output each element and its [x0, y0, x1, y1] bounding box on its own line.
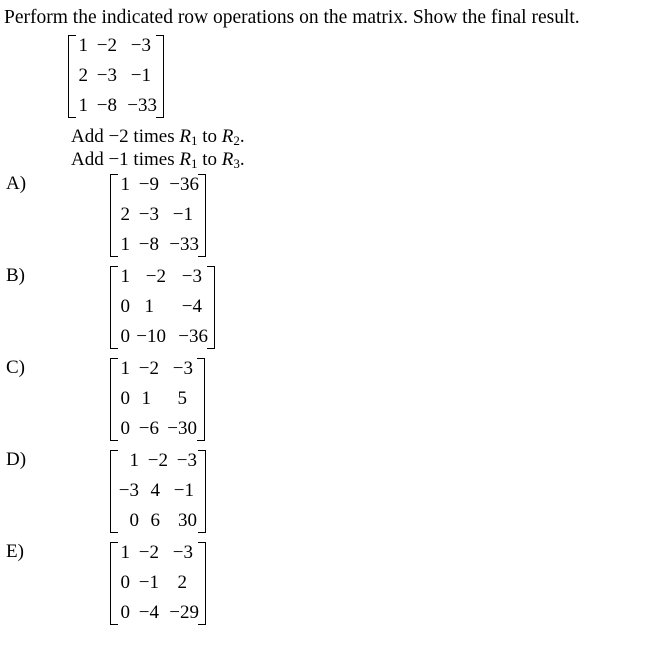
- question-text: Perform the indicated row operations on the matrix. Show the final result.: [4, 7, 580, 28]
- row-symbol: R: [179, 126, 191, 147]
- operation-2: [71, 149, 245, 172]
- matrix-cell: 5: [177, 388, 187, 409]
- right-bracket: [198, 542, 206, 625]
- choice-label-a[interactable]: A): [6, 173, 27, 194]
- matrix-cell: −1: [130, 65, 151, 86]
- choice-label-c[interactable]: C): [6, 357, 25, 378]
- operation-end: .: [239, 149, 245, 170]
- matrix-cell: −10: [136, 326, 166, 347]
- matrix-cell: 30: [178, 510, 197, 531]
- matrix-cell: 1: [144, 296, 154, 317]
- matrix-cell: 0: [120, 296, 130, 317]
- choice-matrix-a[interactable]: [110, 174, 206, 257]
- matrix-cell: −2: [96, 35, 117, 56]
- right-bracket: [156, 35, 164, 118]
- row-subscript: 1: [190, 133, 198, 148]
- matrix-cell: −33: [127, 95, 157, 116]
- operation-text: Add −1 times: [71, 149, 180, 170]
- matrix-cell: −3: [118, 480, 139, 501]
- matrix-cell: 1: [120, 234, 130, 255]
- matrix-cell: 0: [120, 418, 130, 439]
- operation-1: [71, 126, 245, 149]
- matrix-cell: 2: [78, 65, 88, 86]
- matrix-cell: −3: [130, 35, 151, 56]
- matrix-cell: 6: [150, 510, 160, 531]
- matrix-cell: 4: [150, 480, 160, 501]
- right-bracket: [207, 266, 215, 349]
- matrix-cell: −3: [181, 266, 202, 287]
- choice-matrix-c[interactable]: [110, 358, 205, 441]
- matrix-cell: 2: [120, 204, 130, 225]
- matrix-cell: −1: [138, 572, 159, 593]
- matrix-cell: −29: [169, 602, 199, 623]
- matrix-cell: 1: [120, 542, 130, 563]
- matrix-cell: 1: [78, 95, 88, 116]
- matrix-cell: 0: [120, 602, 130, 623]
- matrix-cell: −2: [138, 358, 159, 379]
- matrix-cell: −3: [176, 450, 197, 471]
- matrix-cell: −33: [169, 234, 199, 255]
- row-subscript: 1: [190, 156, 198, 171]
- row-subscript: 2: [233, 133, 240, 148]
- matrix-cell: −30: [167, 418, 197, 439]
- matrix-cell: −6: [138, 418, 159, 439]
- right-bracket: [198, 174, 206, 257]
- matrix-cell: −36: [178, 326, 208, 347]
- matrix-cell: 2: [177, 572, 187, 593]
- matrix-cell: −2: [138, 542, 159, 563]
- matrix-cell: 0: [120, 572, 130, 593]
- right-bracket: [198, 450, 206, 533]
- matrix-cell: −1: [172, 204, 193, 225]
- matrix-cell: 0: [120, 326, 130, 347]
- choice-label-e[interactable]: E): [6, 541, 24, 562]
- choice-matrix-e[interactable]: [110, 542, 206, 625]
- matrix-cell: 1: [120, 266, 130, 287]
- matrix-cell: 1: [129, 450, 139, 471]
- matrix-cell: −8: [96, 95, 117, 116]
- matrix-cell: 1: [120, 174, 130, 195]
- operation-to: to: [197, 126, 222, 147]
- matrix-cell: −8: [138, 234, 159, 255]
- operation-text: Add −2 times: [71, 126, 180, 147]
- matrix-cell: −4: [181, 296, 202, 317]
- row-subscript: 3: [233, 156, 240, 171]
- matrix-cell: −3: [172, 358, 193, 379]
- operation-to: to: [197, 149, 222, 170]
- choice-matrix-b[interactable]: [110, 266, 215, 349]
- matrix-cell: −36: [169, 174, 199, 195]
- matrix-cell: 0: [120, 388, 130, 409]
- matrix-cell: −3: [96, 65, 117, 86]
- choice-matrix-d[interactable]: [110, 450, 206, 533]
- choice-label-b[interactable]: B): [6, 265, 25, 286]
- matrix-cell: −3: [172, 542, 193, 563]
- row-symbol: R: [179, 149, 191, 170]
- operation-end: .: [239, 126, 245, 147]
- given-matrix: [68, 35, 164, 118]
- matrix-cell: −9: [138, 174, 159, 195]
- row-symbol: R: [221, 149, 234, 170]
- matrix-cell: −1: [173, 480, 194, 501]
- right-bracket: [197, 358, 205, 441]
- matrix-cell: 1: [141, 388, 151, 409]
- matrix-cell: −2: [147, 450, 168, 471]
- row-symbol: R: [221, 126, 234, 147]
- matrix-cell: −3: [138, 204, 159, 225]
- matrix-cell: −2: [145, 266, 166, 287]
- matrix-cell: −4: [138, 602, 159, 623]
- matrix-cell: 0: [129, 510, 139, 531]
- matrix-cell: 1: [78, 35, 88, 56]
- matrix-cell: 1: [120, 358, 130, 379]
- choice-label-d[interactable]: D): [6, 449, 27, 470]
